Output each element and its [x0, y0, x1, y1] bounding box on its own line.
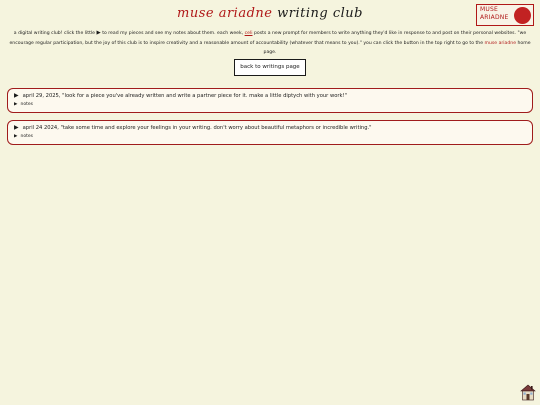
title-accent: muse ariadne	[177, 6, 273, 21]
seal-icon	[514, 7, 531, 24]
notes-label: notes	[20, 134, 33, 139]
notes-toggle[interactable]	[14, 134, 33, 139]
intro-text-1: a digital writing club! click the little	[13, 31, 96, 36]
muse-ariadne-logo-button[interactable]	[476, 4, 534, 26]
muse-ariadne-link[interactable]: muse ariadne	[484, 40, 517, 46]
prompt-summary[interactable]	[14, 92, 347, 99]
intro-text-4: home page.	[263, 40, 531, 55]
title-rest: writing club	[272, 6, 363, 21]
back-to-writings-button[interactable]: back to writings page	[234, 59, 306, 76]
disclosure-triangle-icon: ▶	[14, 102, 18, 107]
notes-label: notes	[20, 102, 33, 107]
celi-link[interactable]: celi	[244, 31, 253, 36]
notes-toggle[interactable]	[14, 102, 33, 107]
house-icon[interactable]	[519, 383, 537, 401]
disclosure-triangle-icon: ▶	[14, 124, 19, 131]
logo-text: MUSE ARIADNE	[480, 6, 509, 21]
prompt-text: april 24 2024, "take some time and explore your feelings in your writing. don't worry about beautiful metaphors or incredible writing."	[22, 125, 372, 131]
prompt-text: april 29, 2025, "look for a piece you've already written and write a partner piece for it. make a little diptych with your work!"	[22, 93, 347, 99]
prompt-summary[interactable]	[14, 124, 372, 131]
disclosure-triangle-icon: ▶	[14, 92, 19, 99]
disclosure-triangle-icon: ▶	[14, 134, 18, 139]
prompt-card[interactable]	[7, 120, 533, 145]
intro-text-3: posts a new prompt for members to write anything they'd like in response to and post on their personal websites. "we encourage regular participation, but the joy of this club is to inspire creativity and a reasonable amount of accountability (whatever that means to you)." you can click the button in the top right to go to the	[9, 31, 527, 46]
play-icon: ▶	[96, 30, 101, 36]
page-title	[0, 6, 540, 21]
intro-text-2: to read my pieces and see my notes about them. each week,	[102, 31, 244, 36]
intro-paragraph	[8, 29, 532, 58]
prompt-card[interactable]	[7, 88, 533, 113]
